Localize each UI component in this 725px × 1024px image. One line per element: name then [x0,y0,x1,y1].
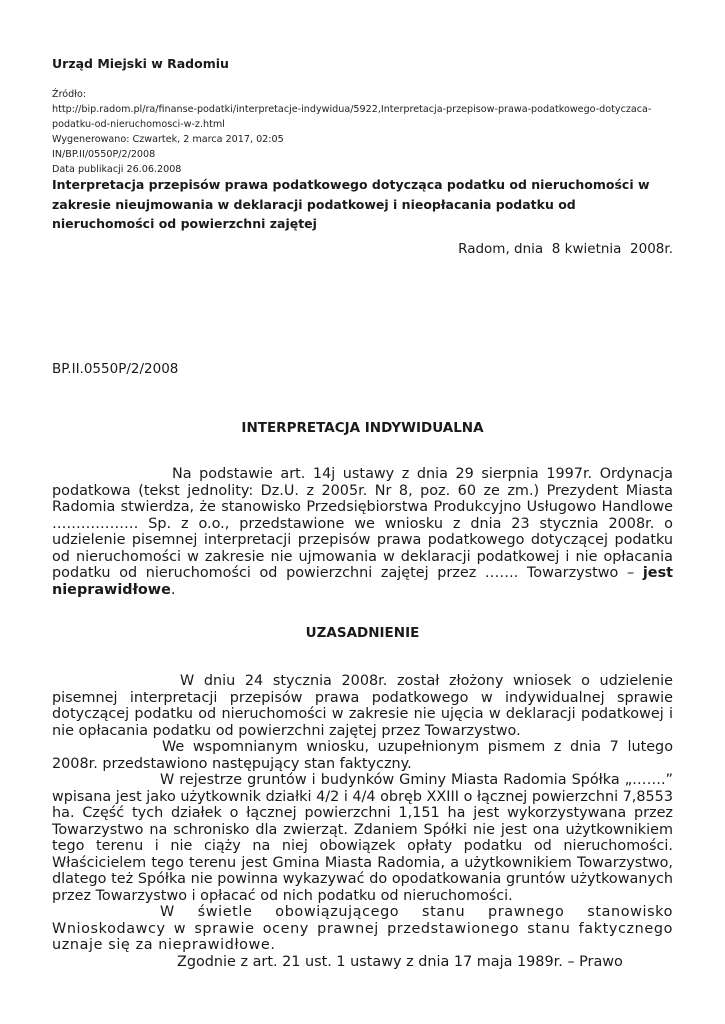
justification-paragraph: W rejestrze gruntów i budynków Gminy Miasta Radomia Spółka „…….” wpisana jest jako użytkownik działki 4/2 i 4/4 obręb XXIII o łącznej powierzchni 7,8553 ha. Część tych działek o łącznej powierzchni 1,151 ha jest wykorzystywana przez Towarzystwo na schronisko dla zwierząt. Zdaniem Spółki nie jest ona użytkownikiem tego terenu i nie ciąży na niej obowiązek opłaty podatku od nieruchomości. Właścicielem tego terenu jest Gmina Miasta Radomia, a użytkownikiem Towarzystwo, dlatego też Spółka nie powinna wykazywać do opodatkowania gruntów użytkowanych przez Towarzystwo i opłacać od nich podatku od nieruchomości. [52,772,673,904]
verdict-end: . [170,581,176,598]
interpretation-text: Na podstawie art. 14j ustawy z dnia 29 sierpnia 1997r. Ordynacja podatkowa (tekst jednolity: Dz.U. z 2005r. Nr 8, poz. 60 ze zm.) Prezydent Miasta Radomia stwierdza, że stanowisko Przedsiębiorstwa Produkcyjno Usługowo Handlowe ……………… Sp. z o.o., przedstawione we wniosku z dnia 23 stycznia 2008r. o udzielenie pisemnej interpretacji przepisów prawa podatkowego dotyczącej podatku od nieruchomości w zakresie nie ujmowania w deklaracji podatkowej i nie opłacania podatku od nieruchomości od powierzchni zajętej przez ……. Towarzystwo – [52,466,673,581]
justification-heading: UZASADNIENIE [305,625,420,641]
justification-paragraph: We wspomnianym wniosku, uzupełnionym pismem z dnia 7 lutego 2008r. przedstawiono następujący stan faktyczny. [52,739,673,772]
publication-date: Data publikacji 26.06.2008 [52,164,182,176]
office-name: Urząd Miejski w Radomiu [52,56,229,71]
justification-paragraph: Zgodnie z art. 21 ust. 1 ustawy z dnia 17 maja 1989r. – Prawo [177,953,623,970]
source-url-line-2: podatku-od-nieruchomosci-w-z.html [52,119,225,131]
justification-paragraph: W świetle obowiązującego stanu prawnego stanowisko Wnioskodawcy w sprawie oceny prawnej przedstawionego stanu faktycznego uznaje się za nieprawidłowe. [52,904,673,953]
reference-number: IN/BP.II/0550P/2/2008 [52,149,156,161]
case-number: BP.II.0550P/2/2008 [52,361,179,377]
source-label: Źródło: [52,89,87,100]
source-url-line-1: http://bip.radom.pl/ra/finanse-podatki/interpretacje-indywidua/5922,Interpretacja-przepisow-prawa-podatkowego-dotyczaca- [52,104,652,116]
document-title: Interpretacja przepisów prawa podatkowego dotycząca podatku od nieruchomości w zakresie nieujmowania w deklaracji podatkowej i nieopłacania podatku od nieruchomości od powierzchni zajętej [52,177,650,231]
date-line: Radom, dnia 8 kwietnia 2008r. [458,241,673,257]
interpretation-heading: INTERPRETACJA INDYWIDUALNA [241,420,484,436]
generated-date: Wygenerowano: Czwartek, 2 marca 2017, 02:05 [52,134,284,146]
justification-body [52,673,673,970]
interpretation-paragraph [52,466,673,598]
justification-paragraph: W dniu 24 stycznia 2008r. został złożony wniosek o udzielenie pisemnej interpretacji przepisów prawa podatkowego w indywidualnej sprawie dotyczącej podatku od nieruchomości w zakresie nie ujęcia w deklaracji podatkowej i nie opłacania podatku od powierzchni zajętej przez Towarzystwo. [52,673,673,739]
verdict: jest nieprawidłowe [52,565,674,598]
source-metadata [52,87,673,178]
